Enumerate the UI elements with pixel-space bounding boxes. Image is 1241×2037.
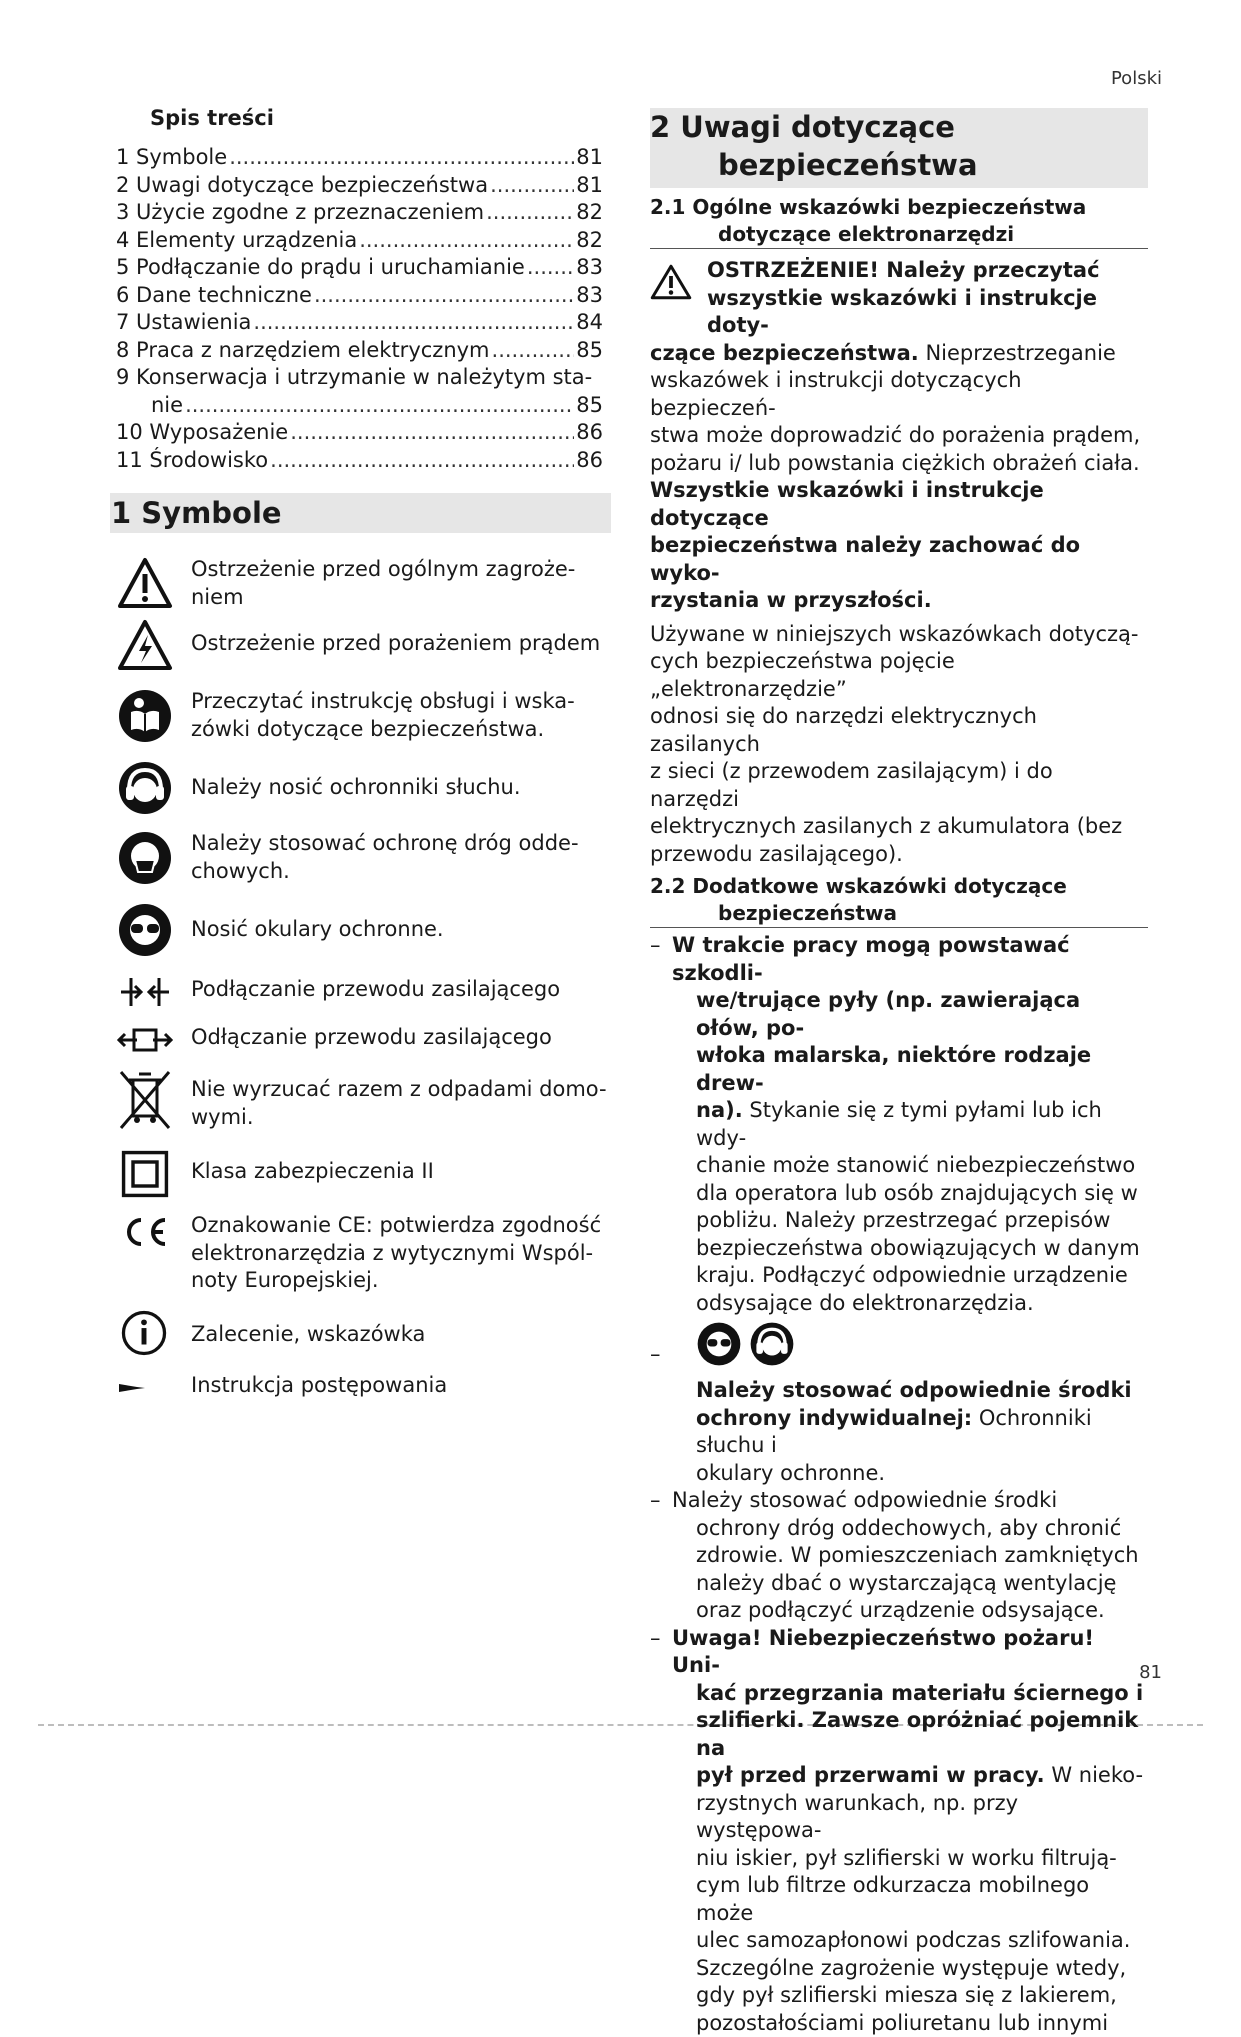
warning-triangle-icon [117,556,173,612]
plug-disconnect-icon [117,1020,173,1060]
safety-goggles-icon [696,1321,742,1367]
subsection-heading-general: 2.1 Ogólne wskazówki bezpieczeństwa dotyczące elektronarzędzi [650,194,1148,249]
symbol-description: Nosić okulary ochronne. [191,916,611,944]
toc-entry[interactable]: 10 Wyposażenie ..... 86 [116,419,603,447]
symbol-description: Należy stosować ochronę dróg odde- chowych. [191,830,611,885]
symbol-description: Należy nosić ochronniki słuchu. [191,774,611,802]
table-of-contents [116,144,603,474]
ear-protection-icon [117,760,173,816]
toc-entry[interactable]: 8 Praca z narzędziem elektrycznym ..... 85 [116,337,603,365]
symbol-description: Instrukcja postępowania [191,1372,611,1400]
toc-entry[interactable]: 7 Ustawienia ..... 84 [116,309,603,337]
safety-content [650,194,1148,2037]
section-heading-safety: 2 Uwagi dotyczące bezpieczeństwa [650,108,1148,188]
list-item: – Należy stosować odpowiednie środki ochrony dróg oddechowych, aby chronić zdrowie. W pomieszczeniach zamkniętych należy dbać o wystarczającą wentylację oraz podłączyć urządzenie odsysające. [650,1487,1148,1625]
language-label: Polski [1111,68,1162,89]
warning-paragraph: OSTRZEŻENIE! Należy przeczytać wszystkie wskazówki i instrukcje doty- czące bezpieczeństwa. Nieprzestrzeganie wskazówek i instrukcji dotyczących bezpieczeń- stwa może doprowadzić do porażenia prądem, pożaru i/ lub powstania ciężkich obrażeń ciała. [650,257,1148,477]
crossed-bin-icon [117,1068,173,1132]
section-heading-symbols: 1 Symbole [110,493,611,533]
protection-class-2-icon [121,1150,169,1198]
toc-entry[interactable]: 1 Symbole ..... 81 [116,144,603,172]
symbol-description: Ostrzeżenie przed ogólnym zagroże- niem [191,556,611,611]
toc-entry[interactable]: 11 Środowisko ..... 86 [116,447,603,475]
toc-entry[interactable]: 3 Użycie zgodne z przeznaczeniem ..... 82 [116,199,603,227]
info-icon [121,1310,167,1356]
read-manual-icon [117,688,173,744]
symbol-description: Nie wyrzucać razem z odpadami domo- wymi. [191,1076,611,1131]
symbol-description: Oznakowanie CE: potwierdza zgodność elektronarzędzia z wytycznymi Wspól- noty Europejskiej. [191,1212,611,1295]
arrow-instruction-icon [117,1378,173,1398]
safety-goggles-icon [117,902,173,958]
symbol-description: Klasa zabezpieczenia II [191,1158,611,1186]
symbol-description: Podłączanie przewodu zasilającego [191,976,611,1004]
list-item: – Należy stosować odpowiednie środki ochrony indywidualnej: Ochronniki słuchu i okulary ochronne. [650,1321,1148,1487]
ppe-icons [696,1321,1148,1371]
toc-entry[interactable]: 4 Elementy urządzenia ..... 82 [116,227,603,255]
toc-title: Spis treści [150,106,274,130]
ce-mark-icon [117,1212,173,1252]
definition-paragraph: Używane w niniejszych wskazówkach dotyczą- cych bezpieczeństwa pojęcie „elektronarzędzie” odnosi się do narzędzi elektrycznych zasilanych z sieci (z przewodem zasilającym) i do narzędzi elektrycznych zasilanych z akumulatora (bez przewodu zasilającego). [650,621,1148,869]
toc-entry[interactable]: 9 Konserwacja i utrzymanie w należytym sta- nie ..... 85 [116,364,603,419]
symbol-description: Zalecenie, wskazówka [191,1321,611,1349]
electric-shock-icon [117,618,173,674]
plug-connect-icon [117,972,173,1012]
symbol-description: Odłączanie przewodu zasilającego [191,1024,611,1052]
toc-entry[interactable]: 2 Uwagi dotyczące bezpieczeństwa ..... 81 [116,172,603,200]
page-number: 81 [1139,1662,1162,1683]
toc-entry[interactable]: 5 Podłączanie do prądu i uruchamianie ..... 83 [116,254,603,282]
symbol-description: Przeczytać instrukcję obsługi i wska- zówki dotyczące bezpieczeństwa. [191,688,611,743]
symbol-description: Ostrzeżenie przed porażeniem prądem [191,630,611,658]
respirator-icon [117,830,173,886]
toc-entry[interactable]: 6 Dane techniczne ..... 83 [116,282,603,310]
list-item: – W trakcie pracy mogą powstawać szkodli- we/trujące pyły (np. zawierająca ołów, po- włoka malarska, niektóre rodzaje drew- na). Stykanie się z tymi pyłami lub ich wdy- chanie może stanowić niebezpieczeństwo dla operatora lub osób znajdujących się w pobliżu. Należy przestrzegać przepisów bezpieczeństwa obowiązujących w danym kraju. Podłączyć odpowiednie urządzenie odsysające do elektronarzędzia. [650,932,1148,1317]
list-item: – Uwaga! Niebezpieczeństwo pożaru! Uni- kać przegrzania materiału ściernego i szlifierki. Zawsze opróżniać pojemnik na pył przed przerwami w pracy. W nieko- rzystnych warunkach, np. przy występowa- niu iskier, pył szlifierski w worku filtrują- cym lub filtrze odkurzacza mobilnego może ulec samozapłonowi podczas szlifowania. Szczególne zagrożenie występuje wtedy, gdy pył szlifierski miesza się z lakierem, pozostałościami poliuretanu lub innymi [650,1625,1148,2037]
ear-protection-icon [749,1321,795,1367]
subsection-heading-additional: 2.2 Dodatkowe wskazówki dotyczące bezpieczeństwa [650,873,1148,928]
keep-instructions-paragraph: Wszystkie wskazówki i instrukcje dotyczące bezpieczeństwa należy zachować do wyko- rzystania w przyszłości. [650,477,1148,615]
warning-icon [650,263,692,301]
